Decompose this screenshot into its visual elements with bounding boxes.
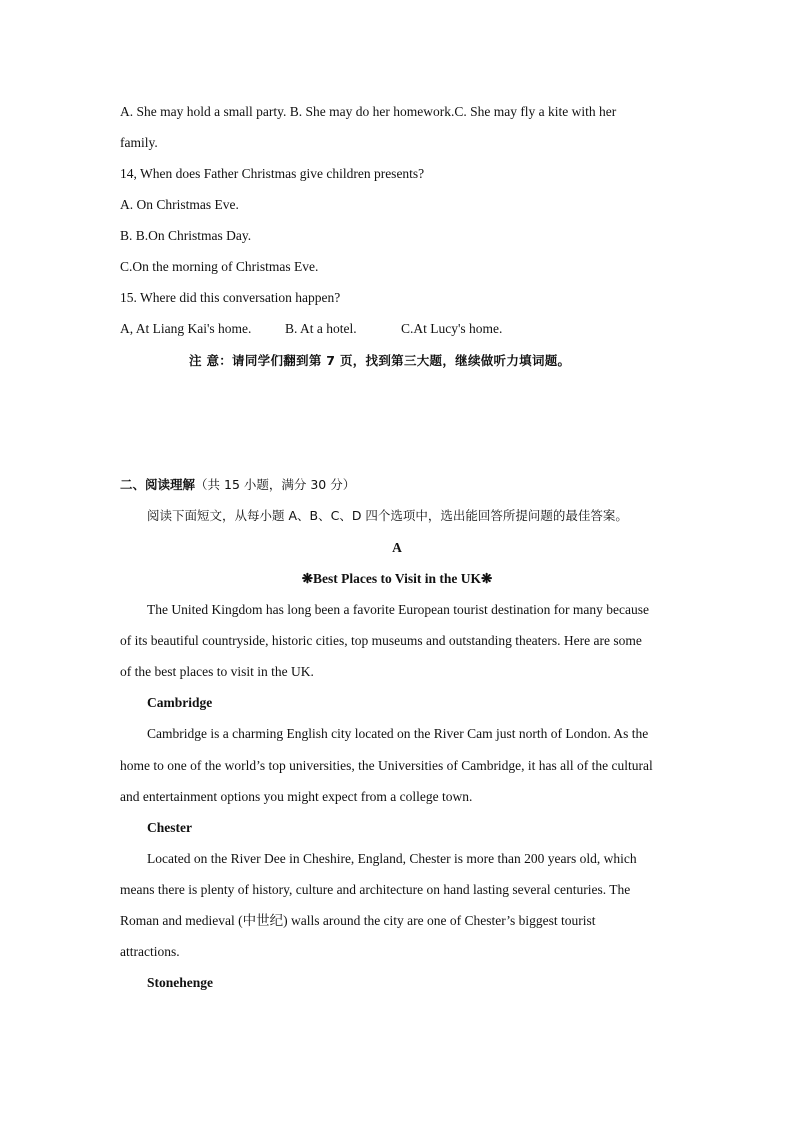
chester-line-2: means there is plenty of history, culture and architecture on hand lasting several centuries. The [120,882,631,897]
chester-line-4: attractions. [120,944,180,959]
cambridge-line-2: home to one of the world’s top universities, the Universities of Cambridge, it has all of the cultural [120,758,653,773]
q15-option-b: B. At a hotel. [285,321,357,336]
q14-option-a: A. On Christmas Eve. [120,197,239,212]
q13-options-line-1: A. She may hold a small party. B. She may do her homework.C. She may fly a kite with her [120,104,617,119]
q13-options-line-2: family. [120,135,158,150]
passage-label: A [392,540,402,555]
cambridge-heading: Cambridge [147,695,213,710]
stonehenge-heading: Stonehenge [147,975,214,990]
section-score-note: （共 15 小题，满分 30 分） [195,477,356,492]
intro-line-3: of the best places to visit in the UK. [120,664,314,679]
cambridge-line-3: and entertainment options you might expect from a college town. [120,789,473,804]
intro-line-1: The United Kingdom has long been a favorite European tourist destination for many because [147,602,649,617]
passage-title: ❋Best Places to Visit in the UK❋ [301,571,493,586]
section-title: 二、阅读理解 [120,477,196,492]
reading-section-heading [120,477,355,493]
q15-option-c: C.At Lucy's home. [401,321,503,336]
reading-instruction: 阅读下面短文，从每小题 A、B、C、D 四个选项中，选出能回答所提问题的最佳答案。 [147,508,628,523]
q14-option-c: C.On the morning of Christmas Eve. [120,259,319,274]
listening-note: 注 意：请同学们翻到第 7 页，找到第三大题，继续做听力填词题。 [189,353,571,368]
q15-option-a: A, At Liang Kai's home. [120,321,252,336]
q14-question: 14, When does Father Christmas give children presents? [120,166,425,181]
chester-line-1: Located on the River Dee in Cheshire, England, Chester is more than 200 years old, which [147,851,637,866]
q15-options [120,321,502,337]
q15-question: 15. Where did this conversation happen? [120,290,341,305]
intro-line-2: of its beautiful countryside, historic cities, top museums and outstanding theaters. Here are some [120,633,642,648]
chester-line-3: Roman and medieval (中世纪) walls around the city are one of Chester’s biggest tourist [120,913,596,928]
q14-option-b: B. B.On Christmas Day. [120,228,252,243]
chester-heading: Chester [147,820,192,835]
cambridge-line-1: Cambridge is a charming English city located on the River Cam just north of London. As the [147,726,649,741]
